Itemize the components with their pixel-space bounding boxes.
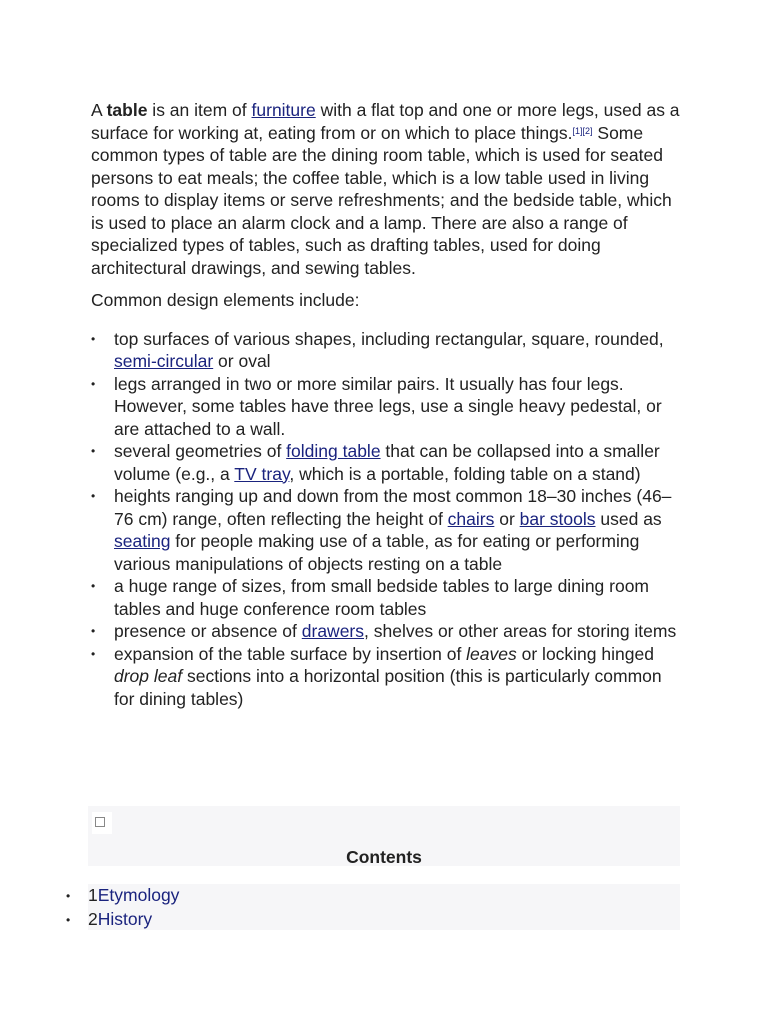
item-text: , shelves or other areas for storing items: [364, 621, 677, 641]
item-text: or locking hinged: [516, 643, 654, 664]
toc-item-number: 2: [88, 909, 98, 929]
toc-item-history[interactable]: [66, 908, 680, 931]
list-item: [91, 373, 681, 441]
toc-header: [88, 806, 680, 866]
item-text: presence or absence of: [114, 621, 302, 641]
intro-text-4: Some common types of table are the dining room table, which is used for seated persons to eat meals; the coffee table, which is a low table used in living rooms to display items or serve refreshments; and the bedside table, which is used to place an alarm clock and a lamp. There are also a range of specialized types of tables, such as drafting tables, used for doing architectural drawings, and sewing tables.: [91, 122, 672, 278]
list-item: [91, 485, 681, 575]
bullet-icon: •: [91, 646, 96, 661]
design-elements-intro: Common design elements include:: [91, 290, 360, 310]
seating-link[interactable]: seating: [114, 531, 171, 551]
bullet-icon: •: [91, 376, 96, 391]
item-text: top surfaces of various shapes, including rectangular, square, rounded,: [114, 328, 664, 349]
toc-link-history[interactable]: History: [97, 909, 153, 929]
article-body: [91, 99, 681, 710]
bullet-icon: •: [91, 579, 96, 593]
citation-2-link[interactable]: [2]: [582, 125, 593, 136]
item-text: , which is a portable, folding table on a stand): [289, 463, 641, 484]
item-text: legs arranged in two or more similar pairs. It usually has four legs. However, some tables have three legs, use a single heavy pedestal, or are attached to a wall.: [114, 373, 662, 439]
bullet-icon: •: [91, 444, 96, 458]
bullet-icon: •: [91, 624, 96, 638]
chairs-link[interactable]: chairs: [447, 508, 495, 529]
design-elements-list: [91, 328, 681, 711]
folding-table-link[interactable]: folding table: [286, 441, 381, 461]
toc-title: Contents: [346, 847, 422, 867]
item-text: a huge range of sizes, from small bedside tables to large dining room tables and huge conference room tables: [114, 576, 650, 619]
item-text: heights ranging up and down from the most common 18–30 inches (46–76 cm) range, often reflecting the height of: [114, 486, 672, 529]
bar-stools-link[interactable]: bar stools: [519, 508, 596, 529]
citation-refs: [573, 126, 593, 136]
item-text: that can be collapsed into a smaller volume (e.g., a: [114, 441, 660, 484]
tv-tray-link[interactable]: TV tray: [234, 463, 290, 484]
list-item: [91, 620, 681, 643]
intro-text-2: is an item of: [147, 100, 252, 120]
bullet-icon: •: [91, 489, 96, 503]
list-item: [91, 440, 681, 485]
list-item: [91, 575, 681, 620]
list-item: [91, 328, 681, 373]
semi-circular-link[interactable]: semi-circular: [114, 351, 214, 371]
item-text: used as: [595, 508, 662, 529]
toc-item-number: 1: [88, 885, 98, 905]
toc-toggle-checkbox[interactable]: [92, 812, 112, 834]
item-emphasis-drop-leaf: drop leaf: [114, 666, 183, 686]
toc-item-etymology[interactable]: [66, 884, 680, 907]
toc-list: [66, 884, 680, 930]
drawers-link[interactable]: drawers: [301, 621, 365, 641]
item-text: or oval: [213, 351, 271, 371]
citation-1-link[interactable]: [1]: [572, 125, 583, 136]
item-text: expansion of the table surface by insertion of: [114, 643, 467, 664]
intro-term: table: [106, 100, 148, 120]
intro-text-1: A: [91, 100, 107, 120]
item-text: several geometries of: [114, 441, 287, 461]
intro-paragraph: [91, 99, 681, 279]
furniture-link[interactable]: furniture: [251, 100, 316, 120]
intro-text-3: with a flat top and one or more legs, used as a surface for working at, eating from or on which to place things.: [91, 100, 680, 143]
item-text: or: [494, 508, 520, 529]
item-text: sections into a horizontal position (this is particularly common for dining tables): [114, 666, 662, 709]
checkbox-icon: [95, 817, 105, 827]
bullet-icon: •: [66, 889, 71, 903]
item-emphasis-leaves: leaves: [466, 643, 517, 664]
bullet-icon: •: [66, 913, 71, 927]
toc-link-etymology[interactable]: Etymology: [97, 885, 180, 905]
bullet-icon: •: [91, 331, 96, 346]
item-text: for people making use of a table, as for eating or performing various manipulations of objects resting on a table: [114, 531, 640, 574]
list-item: [91, 643, 681, 711]
